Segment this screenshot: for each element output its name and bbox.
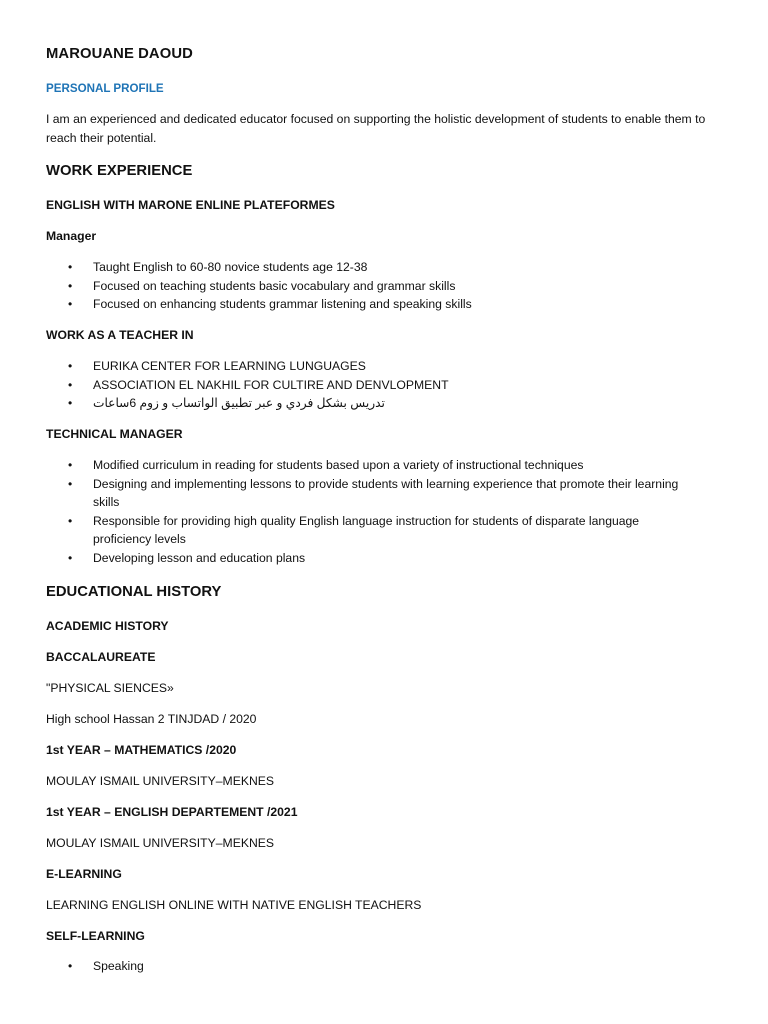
- list-item: • EURIKA CENTER FOR LEARNING LUNGUAGES: [46, 357, 696, 376]
- technical-duties-list: [46, 456, 696, 567]
- list-item: • Focused on teaching students basic vocabulary and grammar skills: [46, 277, 696, 296]
- baccalaureate-field: "PHYSICAL SIENCES»: [46, 681, 174, 695]
- list-item: • Focused on enhancing students grammar listening and speaking skills: [46, 295, 696, 314]
- list-item: • Developing lesson and education plans: [46, 549, 696, 568]
- teacher-places-list: [46, 357, 696, 413]
- list-item: • Taught English to 60-80 novice students age 12-38: [46, 258, 696, 277]
- list-item: • Responsible for providing high quality English language instruction for students of disparate language proficiency levels: [46, 512, 696, 549]
- list-item: • Designing and implementing lessons to provide students with learning experience that promote their learning skills: [46, 475, 696, 512]
- teacher-heading: WORK AS A TEACHER IN: [46, 328, 194, 342]
- candidate-name: MAROUANE DAOUD: [46, 46, 193, 62]
- work-experience-heading: WORK EXPERIENCE: [46, 163, 193, 179]
- e-learning-text: LEARNING ENGLISH ONLINE WITH NATIVE ENGLISH TEACHERS: [46, 898, 422, 912]
- personal-profile-heading: PERSONAL PROFILE: [46, 82, 164, 95]
- e-learning-heading: E-LEARNING: [46, 867, 122, 881]
- role-duties-list: [46, 258, 696, 314]
- list-item: • Modified curriculum in reading for students based upon a variety of instructional techniques: [46, 456, 696, 475]
- self-learning-heading: SELF-LEARNING: [46, 929, 145, 943]
- list-item: • Speaking: [46, 957, 696, 976]
- university-1: MOULAY ISMAIL UNIVERSITY–MEKNES: [46, 774, 275, 788]
- technical-manager-heading: TECHNICAL MANAGER: [46, 427, 183, 441]
- first-year-english: 1st YEAR – ENGLISH DEPARTEMENT /2021: [46, 805, 298, 819]
- self-learning-list: [46, 957, 696, 976]
- high-school: High school Hassan 2 TINJDAD / 2020: [46, 712, 257, 726]
- university-2: MOULAY ISMAIL UNIVERSITY–MEKNES: [46, 836, 275, 850]
- academic-history-heading: ACADEMIC HISTORY: [46, 619, 169, 633]
- baccalaureate-heading: BACCALAUREATE: [46, 650, 156, 664]
- list-item: [46, 394, 696, 413]
- arabic-text: تدريس بشكل فردي و عبر تطبيق الواتساب و زوم 6ساعات: [93, 396, 385, 410]
- educational-history-heading: EDUCATIONAL HISTORY: [46, 584, 222, 600]
- employer-name: ENGLISH WITH MARONE ENLINE PLATEFORMES: [46, 198, 335, 212]
- first-year-mathematics: 1st YEAR – MATHEMATICS /2020: [46, 743, 237, 757]
- role-title: Manager: [46, 229, 97, 243]
- personal-profile-text: I am an experienced and dedicated educator focused on supporting the holistic development of students to enable them to reach their potential.: [46, 112, 706, 145]
- list-item: • ASSOCIATION EL NAKHIL FOR CULTIRE AND DENVLOPMENT: [46, 376, 696, 395]
